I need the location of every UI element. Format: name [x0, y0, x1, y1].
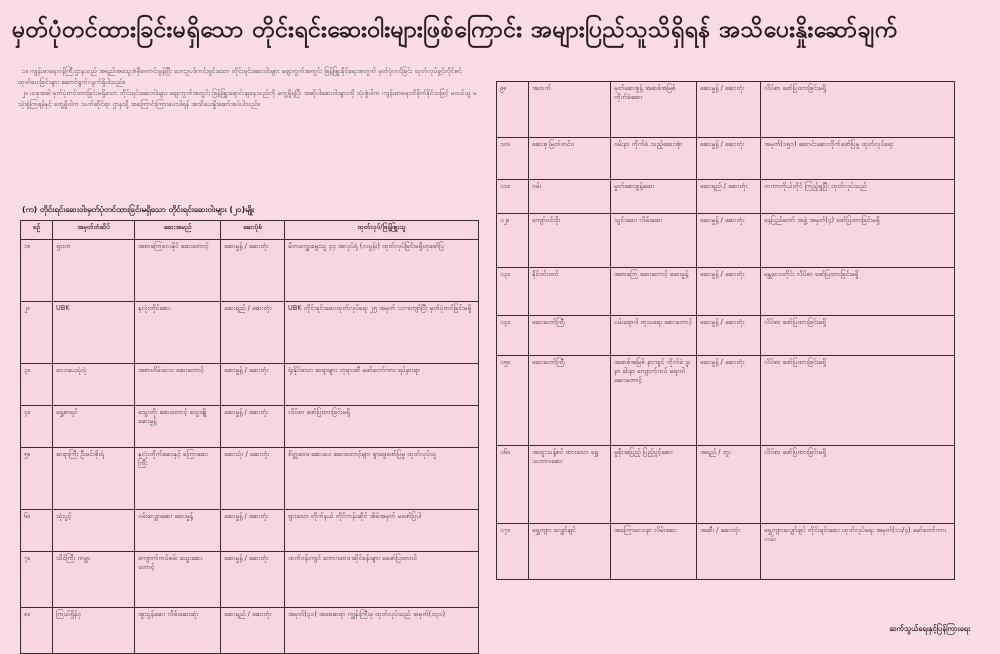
row-form: ဆေးမှုန့် / ဆေးတုံး [221, 552, 285, 608]
medicine-table-right [496, 81, 955, 580]
header-name: ဆေးအမည် [135, 221, 221, 240]
row-maker: ထက်ဝန်းကျင် ဘောဂဗေဒ ဆိုင်ခန်းများ မဖော်ပြထားပါ [285, 552, 479, 608]
header-maker: ထုတ်လုပ်/ဖြန့်ဖြူးသူ [285, 221, 479, 240]
table-row [497, 268, 955, 316]
row-maker: လိပ်စာ ဖော်ပြထားခြင်းမရှိ [285, 406, 479, 448]
row-form: ဆေးမှုန့် / ဆေးတုံး [221, 240, 285, 302]
row-maker: ရှားသော တိုက်နယ် ကိုင်ကန်းဆိုင် အိမ်အမှတ် မဖော်ပြပါ [285, 510, 479, 552]
row-medicine-name: ဝမ်းရောဂါ ကုသရေး ဆေးတောင့် [611, 316, 697, 356]
row-form: ဆေးမှုန့် / ဆေးတုံး [697, 356, 761, 446]
row-number: ၅။ [21, 448, 53, 510]
row-number: ၁၅။ [497, 356, 529, 446]
row-maker: အမှတ်(၃၁) အဖေဆရာ ကျွန်းကြီးမှ ထုတ်လုပ်သည် အမှတ်(၁၃၁) [285, 608, 479, 654]
row-brand: အထက် [529, 82, 611, 138]
header-brand: အမှတ်တံဆိပ် [53, 221, 135, 240]
row-form: ဆေးမှုန့် / ဆေးတုံး [697, 316, 761, 356]
row-maker: မိဘကျွေးမွေးသူ ၄၄ အလုပ်ရုံ (လပွန်း) ထုတ်လုပ်ခြင်းမရှိဟုဖော်ပြ [285, 240, 479, 302]
row-brand: ဂမ်း [529, 180, 611, 214]
row-medicine-name: သွေးတိုး ဆေးတောင့် သွေးချို ဆေးမှုန့် [135, 406, 221, 448]
row-brand: သိင်ကြီး ကမ္ဘာ [53, 552, 135, 608]
table-row [21, 406, 479, 448]
table-row [497, 138, 955, 180]
row-form: ဆေးမှုန့် / ဆေးတုံး [221, 406, 285, 448]
row-medicine-name: အကြောလေးနာ လိမ်းဆေး [611, 524, 697, 580]
intro-paragraph-2: ၂။ ယခုအခါ မှတ်ပုံတင်ထားခြင်းမရှိသော တိုင်းရင်းဆေးဝါးများ ဈေးကွက်အတွင်း ဖြန့်ဖြူးရောင်းချနေသည်ကို တွေ့ရှိရပြီး အဆိုပါဆေးဝါးများကို သုံးစွဲပါက ကျန်းမာရေးထိခိုက်နိုင်သဖြင့် မဝယ်ယူ မသုံးစွဲကြရန်နှင့် တွေ့ရှိပါက သက်ဆိုင်ရာ ဌာနသို့ အကြောင်းကြားပေးပါရန် အသိပေးနှိုးဆော်အပ်ပါသည်။ [18, 89, 477, 108]
row-brand: အထူးသန့်စင် ထားသော ရွှေသဘာဝဆေး [529, 446, 611, 524]
row-form: ဆေးရည် / ဆေးတုံး [697, 180, 761, 214]
table-row [21, 240, 479, 302]
row-form: ဆေးမှုန့် / ဆေးတုံး [221, 510, 285, 552]
row-medicine-name: အူသွန်ဆေး လိမ်းဆေးဆုံး [135, 608, 221, 654]
row-maker: လိပ်စာ ဖော်ပြထားခြင်းမရှိ [761, 316, 955, 356]
row-form: အရည် / ဘူး [697, 446, 761, 524]
notice-title: မှတ်ပုံတင်ထားခြင်းမရှိသော တိုင်းရင်းဆေးဝါးများဖြစ်ကြောင်း အများပြည်သူသိရှိရန် အသိပေးနှိုးဆော်ချက် [12, 17, 898, 43]
row-maker: နေပြည်တော် အဖွဲ့ အမှတ်(၄) ဖော်ပြထားခြင်းမရှိ [761, 214, 955, 268]
row-form: ဆေးမှုန့် / ဆေးတုံး [697, 214, 761, 268]
table-row [21, 510, 479, 552]
row-form: ဆေးသုံး / ဆေးတုံး [221, 448, 285, 510]
row-medicine-name: အဆစ်အမြစ် နာကျင် ကိုက်ခဲ ဒူးနာ ခါးနာ ကျောက်ကပ် ရောဂါ ဆေးတောင့် [611, 356, 697, 446]
row-maker: လိပ်စာ ဖော်ပြထားခြင်းမရှိ [761, 356, 955, 446]
table-row [497, 180, 955, 214]
row-maker: UBK တိုင်းရင်းဆေးထုတ်လုပ်ရေး ၂၅ အမှတ် ၁၁-ကျော်ပြီး မှတ်ပုံတင်ခြင်းမရှိ [285, 302, 479, 364]
row-medicine-name: နှလုံးတိုင်ဆေး [135, 302, 221, 364]
row-number: ၁၀။ [497, 138, 529, 180]
row-brand: UBK [53, 302, 135, 364]
row-number: ၁၄။ [497, 316, 529, 356]
row-brand: ကျော်ဝင်းဝိုး [529, 214, 611, 268]
row-brand: ဆရာကြီး ဦးမင်းစိုးရဲ [53, 448, 135, 510]
row-form: ဆေးမှုန့် / ဆေးတုံး [697, 138, 761, 180]
table-subheading: (က) တိုင်းရင်းဆေးဝါးမှတ်ပုံတင်ထားခြင်းမရှိသော တိုင်းရင်းဆေးဝါးများ (၂၀)မျိုး [22, 205, 255, 214]
row-medicine-name: မှတ်ဆေးစွန့် အဆစ်အမြစ် ကိုက်ခဲဆေး [611, 82, 697, 138]
row-form: ဆေးရည် / ဆေးတုံး [221, 302, 285, 364]
row-medicine-name: မူခိုးအပြည့် ပြည့်ပွင့်ဆေး [611, 446, 697, 524]
row-maker: မန္တလေးတိုင်း လိပ်စာ ဖော်ပြထားခြင်းမရှိ [761, 268, 955, 316]
header-form: ဆေးပုံစံ [221, 221, 285, 240]
row-brand: လေးပေသုံးပုံ [53, 364, 135, 406]
row-number: ၂။ [21, 302, 53, 364]
row-number: ၄။ [21, 406, 53, 448]
row-medicine-name: နှလုံးတိုက်ဆေးနှင့် ကြောဆေးကြီး [135, 448, 221, 510]
row-maker: တကာကိုယ်တိုင် ကြည့်ရှုပြီး ထုတ်လုပ်သည် [761, 180, 955, 214]
row-maker: ရွှေကျားလျှော်ချင် တိုင်းရင်းဆေး ထုတ်လုပ်ရေး အမှတ်(၁၁/၄) မော်တော်ကားလမ်း [761, 524, 955, 580]
row-brand: ရွှေစာရင် [53, 406, 135, 448]
row-medicine-name: ဝမ်းနာ ကိုက်ခဲ သည့်ဆေးအုံး [611, 138, 697, 180]
header-no: စဉ် [21, 221, 53, 240]
table-row [21, 302, 479, 364]
row-brand: ကြယ်ရှိန်ဝှ [53, 608, 135, 654]
table-row [21, 448, 479, 510]
medicine-table-left [20, 220, 479, 654]
row-number: ၈။ [21, 608, 53, 654]
intro-text [18, 66, 478, 110]
row-medicine-name: အစာဟိမ်းလေး ဆေးတောင့် [135, 364, 221, 406]
row-number: ၁၆။ [497, 446, 529, 524]
row-brand: သုံးပွင့် [53, 510, 135, 552]
row-medicine-name: အစာကြေလေနိုင် ဆေးတောင့် [135, 240, 221, 302]
table-row [21, 608, 479, 654]
row-number: ၃။ [21, 364, 53, 406]
row-number: ၇။ [21, 552, 53, 608]
row-brand: ဆေးစု မြတ်တင်ဝ [529, 138, 611, 180]
row-brand: ဆေးတော်ကြီး [529, 356, 611, 446]
row-medicine-name: သွင်းဆေး လိမ်းဆေး [611, 214, 697, 268]
row-form: အဆီး / ဆေးတုံး [697, 524, 761, 580]
row-number: ၆။ [21, 510, 53, 552]
table-row [497, 356, 955, 446]
row-form: ဆေးမှုန့် / ဆေးတုံး [697, 82, 761, 138]
row-form: ဆေးမှုန့် / ဆေးတုံး [697, 268, 761, 316]
row-maker: လိပ်စာ ဖော်ပြထားခြင်းမရှိ [761, 82, 955, 138]
table-row [497, 316, 955, 356]
table-row [497, 82, 955, 138]
row-number: ၁၃။ [497, 268, 529, 316]
row-form: ဆေးရည် / ဆေးတုံး [221, 608, 285, 654]
footer-source: ဆက်သွယ်ရေးနှင့်ပြန်ကြားရေး [889, 624, 970, 633]
row-medicine-name: အစာကြေ ဆေးတောင့် ဆေးမှုန့် [611, 268, 697, 316]
table-header-row [21, 221, 479, 240]
table-row [497, 524, 955, 580]
table-row [21, 552, 479, 608]
row-medicine-name: ဝမ်းလျှောဆေး ဆေးမှုန့် [135, 510, 221, 552]
row-maker: အမှတ်(၁၅၁) ဆောင်းဆေးတိုက်ဖော်ပြမှု ထုတ်လုပ်ရေး [761, 138, 955, 180]
row-maker: ရုံးနိုင်သော ဆရာများ ဘုရားဆီ မော်တော်ကား ရပ်နားရာ [285, 364, 479, 406]
intro-paragraph-1: ၁။ ကျန်းမာရေးဝန်ကြီးဌာနသည် အရည်အသွေးစံမှီကောင်းမွန်ပြီး ဘေးဥပဒ်ကင်းရှင်းသော တိုင်းရင်းဆေးဝါးများ ဈေးကွက်အတွင်း ဖြန့်ဖြူးနိုင်ရေးအတွက် မှတ်ပုံတင်ခြင်း ထုတ်လုပ်ခွင့်လိုင်စင်ထုတ်ပေးခြင်းများ ဆောင်ရွက်လျက်ရှိပါသည်။ [18, 67, 462, 86]
row-brand: ရွှေကျား လျှော်ချင် [529, 524, 611, 580]
row-number: ၁၂။ [497, 214, 529, 268]
row-brand: နိုင်ဝင်းတင် [529, 268, 611, 316]
row-maker: စိတ္တဗေဒ ဆေးပေး ဆေးတောင့်များ ရှာဖွေဖော်ပြမှု ထုတ်လုပ်သူ [285, 448, 479, 510]
row-maker: လိပ်စာ ဖော်ပြထားခြင်းမရှိ [761, 446, 955, 524]
row-number: ၉။ [497, 82, 529, 138]
row-number: ၁၁။ [497, 180, 529, 214]
row-medicine-name: မှုတ်ဆေးစွန့်ဆေး [611, 180, 697, 214]
row-number: ၁။ [21, 240, 53, 302]
row-brand: ဆေးတော်ကြီး [529, 316, 611, 356]
table-row [21, 364, 479, 406]
table-row [497, 214, 955, 268]
table-row [497, 446, 955, 524]
row-form: ဆေးမှုန့် / ဆေးတုံး [221, 364, 285, 406]
row-number: ၁၇။ [497, 524, 529, 580]
row-medicine-name: ကျောက်ကပ်စမ်း သွေးဆေးတောင့် [135, 552, 221, 608]
row-brand: ရှားတ [53, 240, 135, 302]
